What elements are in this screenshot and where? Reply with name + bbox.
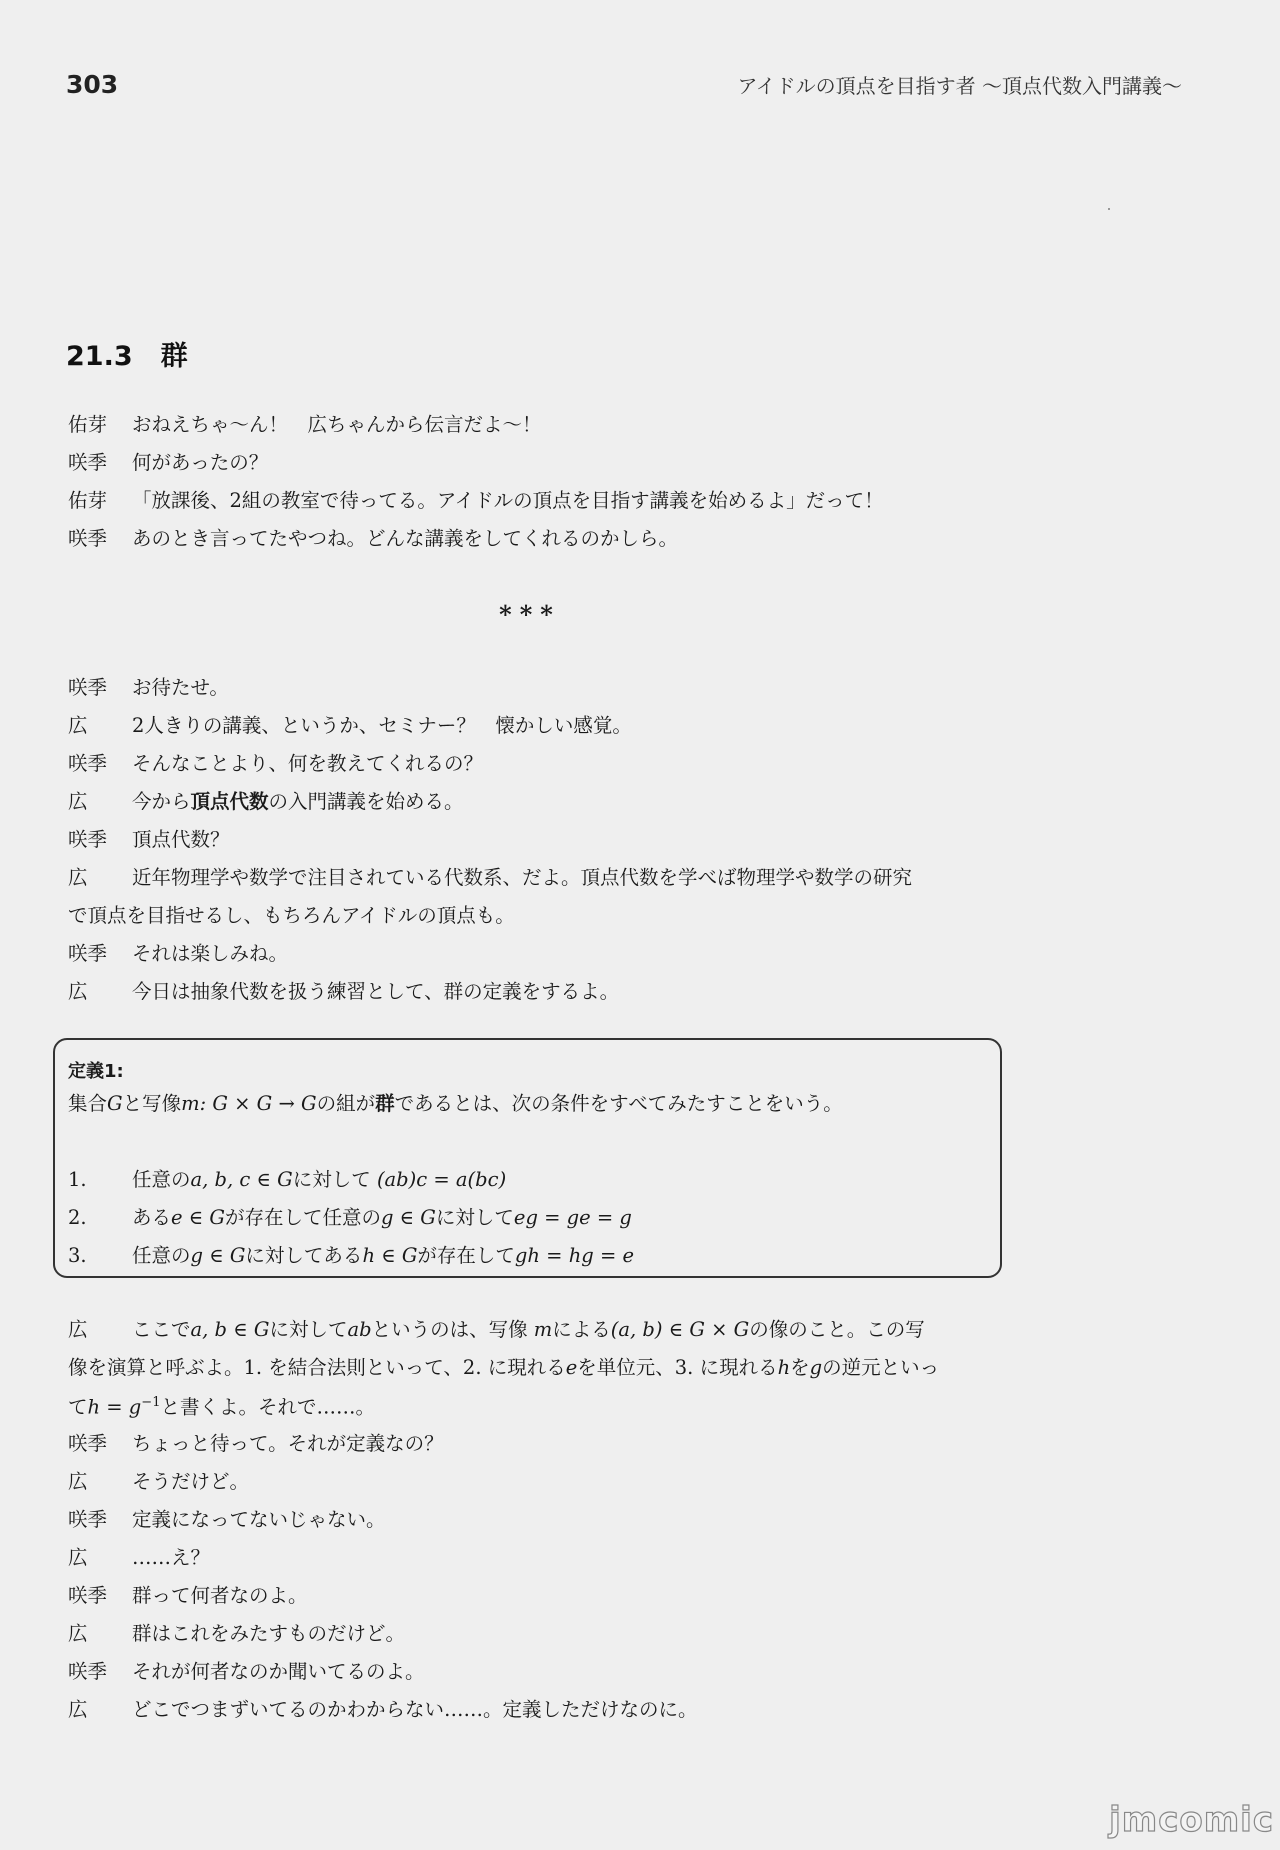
text: と書くよ。それで……。 <box>160 1395 375 1419</box>
text: て <box>68 1395 88 1419</box>
definition-item <box>68 1246 634 1266</box>
line-text: あのとき言ってたやつね。どんな講義をしてくれるのかしら。 <box>132 527 679 550</box>
running-title: アイドルの頂点を目指す者 〜頂点代数入門講義〜 <box>737 74 1182 98</box>
definition-intro <box>68 1094 843 1114</box>
math: h = g <box>87 1395 142 1419</box>
math: m <box>533 1318 553 1341</box>
dialogue-line <box>68 1662 425 1682</box>
definition-title: 定義1: <box>68 1061 124 1082</box>
speaker: 咲季 <box>68 1584 108 1607</box>
speaker: 咲季 <box>68 752 108 775</box>
dialogue-line <box>68 529 678 549</box>
text: が存在して <box>417 1244 515 1267</box>
text: 集合 <box>68 1092 108 1115</box>
math: h ∈ G <box>362 1244 418 1267</box>
speaker: 佑芽 <box>68 413 108 436</box>
section-number: 21.3 <box>66 341 133 372</box>
speaker: 咲季 <box>68 451 108 474</box>
line-text: 頂点代数？ <box>132 828 230 851</box>
text: に対して <box>269 1318 348 1341</box>
section-title: 群 <box>160 341 188 372</box>
math: (ab)c = a(bc) <box>376 1168 507 1191</box>
text: ここで <box>132 1318 191 1341</box>
math: g ∈ G <box>380 1206 436 1229</box>
speaker: 佑芽 <box>68 489 108 512</box>
text: ある <box>132 1206 172 1229</box>
speaker: 咲季 <box>68 1660 108 1683</box>
dialogue-line <box>68 944 288 964</box>
text: による <box>552 1318 611 1341</box>
dialogue-line <box>68 792 464 812</box>
text: を <box>790 1356 810 1379</box>
dialogue-line <box>68 1700 698 1720</box>
text: の逆元といっ <box>822 1356 940 1379</box>
dialogue-continuation <box>68 1358 939 1378</box>
text: が存在して任意の <box>224 1206 381 1229</box>
speaker: 広 <box>68 1546 88 1569</box>
line-text: ……え？ <box>132 1546 211 1569</box>
dialogue-line <box>68 1472 249 1492</box>
math: m: G × G → G <box>181 1092 317 1115</box>
dialogue-line <box>68 415 542 435</box>
line-text: それは楽しみね。 <box>132 942 289 965</box>
line-text: お待たせ。 <box>132 676 229 699</box>
dialogue-line <box>68 678 229 698</box>
dialogue-line <box>68 868 912 888</box>
text: であるとは、次の条件をすべてみたすことをいう。 <box>394 1092 843 1115</box>
speaker: 咲季 <box>68 1432 108 1455</box>
line-text: どこでつまずいてるのかわからない……。定義しただけなのに。 <box>132 1698 698 1721</box>
definition-item <box>68 1208 632 1228</box>
math: ab <box>347 1318 372 1341</box>
dialogue-line <box>68 1320 925 1340</box>
dialogue-line <box>68 453 268 473</box>
dialogue-line <box>68 1624 405 1644</box>
superscript: −1 <box>141 1395 161 1410</box>
dialogue-line <box>68 1434 444 1454</box>
watermark-logo: jmcomic <box>1109 1800 1274 1840</box>
line-text: 群って何者なのよ。 <box>132 1584 308 1607</box>
keyword-bold: 頂点代数 <box>190 790 269 813</box>
line-text: 群はこれをみたすものだけど。 <box>132 1622 406 1645</box>
dialogue-continuation: で頂点を目指せるし、もちろんアイドルの頂点も。 <box>68 904 515 927</box>
text: 任意の <box>132 1244 191 1267</box>
math: g <box>809 1356 823 1379</box>
text: 任意の <box>132 1168 191 1191</box>
dialogue-line <box>68 491 884 511</box>
speaker: 広 <box>68 980 88 1003</box>
speaker: 咲季 <box>68 942 108 965</box>
speaker: 広 <box>68 1470 88 1493</box>
item-number: 1. <box>68 1168 87 1191</box>
speaker: 広 <box>68 714 88 737</box>
line-text: 今日は抽象代数を扱う練習として、群の定義をするよ。 <box>132 980 620 1003</box>
text: 像を演算と呼ぶよ。1. を結合法則といって、2. に現れる <box>68 1356 566 1379</box>
line-text: 定義になってないじゃない。 <box>132 1508 386 1531</box>
math: eg = ge = g <box>513 1206 632 1229</box>
math: h <box>777 1356 791 1379</box>
line-text: そんなことより、何を教えてくれるの？ <box>132 752 484 775</box>
line-text: そうだけど。 <box>132 1470 250 1493</box>
speaker: 咲季 <box>68 1508 108 1531</box>
definition-item <box>68 1170 506 1190</box>
speaker: 広 <box>68 866 88 889</box>
math: a, b, c ∈ G <box>190 1168 293 1191</box>
line-text-pre: 今から <box>132 790 191 813</box>
text: に対して <box>292 1168 377 1191</box>
math: e ∈ G <box>171 1206 225 1229</box>
dialogue-continuation <box>68 1396 375 1417</box>
text: の像のこと。この写 <box>749 1318 925 1341</box>
dialogue-line <box>68 830 230 850</box>
section-heading <box>66 334 188 373</box>
speaker: 広 <box>68 1622 88 1645</box>
keyword-bold: 群 <box>375 1092 395 1115</box>
speaker: 咲季 <box>68 527 108 550</box>
speaker: 広 <box>68 1318 88 1341</box>
dialogue-line <box>68 1510 386 1530</box>
speaker: 広 <box>68 790 88 813</box>
text: に対してある <box>245 1244 363 1267</box>
math: a, b ∈ G <box>190 1318 270 1341</box>
line-text: 2人きりの講義、というか、セミナー？ 懐かしい感覚。 <box>132 714 632 737</box>
dialogue-line <box>68 754 483 774</box>
math: g ∈ G <box>190 1244 246 1267</box>
dialogue-line <box>68 716 632 736</box>
text: を単位元、3. に現れる <box>577 1356 778 1379</box>
line-text: ちょっと待って。それが定義なの？ <box>132 1432 444 1455</box>
line-text: 「放課後、2組の教室で待ってる。アイドルの頂点を目指す講義を始めるよ」だって！ <box>132 489 884 512</box>
item-number: 3. <box>68 1244 87 1267</box>
dialogue-line <box>68 1548 210 1568</box>
math: (a, b) ∈ G × G <box>610 1318 750 1341</box>
paper-speck <box>1108 208 1110 210</box>
text: の組が <box>316 1092 376 1115</box>
math: e <box>565 1356 578 1379</box>
speaker: 広 <box>68 1698 88 1721</box>
line-text: 近年物理学や数学で注目されている代数系、だよ。頂点代数を学べば物理学や数学の研究 <box>132 866 913 889</box>
math: gh = hg = e <box>514 1244 635 1267</box>
speaker: 咲季 <box>68 828 108 851</box>
dialogue-line <box>68 982 619 1002</box>
line-text: それが何者なのか聞いてるのよ。 <box>132 1660 425 1683</box>
line-text: おねえちゃ〜ん！ 広ちゃんから伝言だよ〜！ <box>132 413 542 436</box>
scene-separator: *** <box>499 600 561 629</box>
line-text: 何があったの？ <box>132 451 269 474</box>
page-number: 303 <box>66 70 119 99</box>
text: に対して <box>435 1206 514 1229</box>
text: と写像 <box>122 1092 182 1115</box>
item-number: 2. <box>68 1206 87 1229</box>
speaker: 咲季 <box>68 676 108 699</box>
text: というのは、写像 <box>371 1318 534 1341</box>
line-text-post: の入門講義を始める。 <box>268 790 464 813</box>
dialogue-line <box>68 1586 308 1606</box>
definition-box <box>53 1038 1002 1278</box>
math: G <box>107 1092 123 1115</box>
